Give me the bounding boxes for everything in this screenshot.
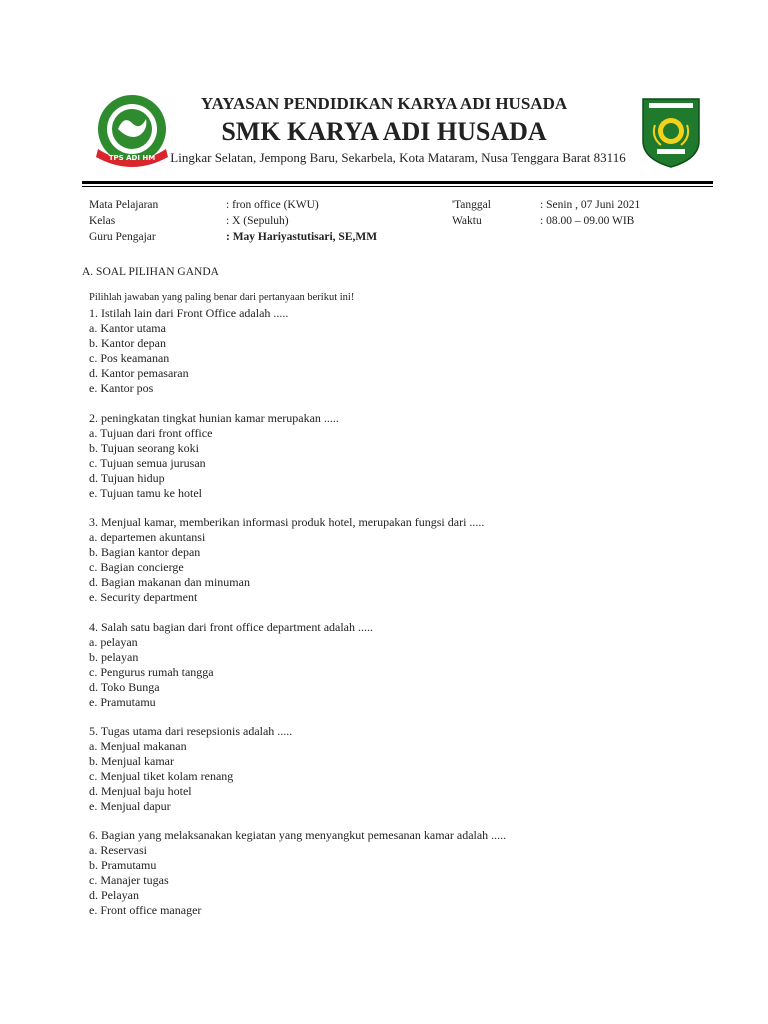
question-4: 4. Salah satu bagian dari front office department adalah ..... [89, 620, 374, 634]
option-4d: d. Toko Bunga [89, 680, 160, 694]
option-2a: a. Tujuan dari front office [89, 426, 213, 440]
option-2c: c. Tujuan semua jurusan [89, 456, 206, 470]
header-divider [82, 181, 713, 184]
option-1c: c. Pos keamanan [89, 351, 170, 365]
school-name: SMK KARYA ADI HUSADA [221, 117, 547, 146]
question-6: 6. Bagian yang melaksanakan kegiatan yang menyangkut pemesanan kamar adalah ..... [89, 828, 507, 842]
option-1a: a. Kantor utama [89, 321, 166, 335]
option-4b: b. pelayan [89, 650, 139, 664]
class-value: : X (Sepuluh) [226, 215, 289, 227]
option-3c: c. Bagian concierge [89, 560, 184, 574]
option-6e: e. Front office manager [89, 903, 202, 917]
question-3: 3. Menjual kamar, memberikan informasi produk hotel, merupakan fungsi dari ..... [89, 515, 485, 529]
option-4c: c. Pengurus rumah tangga [89, 665, 214, 679]
option-3d: d. Bagian makanan dan minuman [89, 575, 250, 589]
option-5a: a. Menjual makanan [89, 739, 187, 753]
left-logo-text: TPS ADI HM [108, 154, 156, 162]
teacher-label: Guru Pengajar [89, 231, 156, 243]
question-1: 1. Istilah lain dari Front Office adalah ..... [89, 306, 289, 320]
class-label: Kelas [89, 215, 116, 227]
date-value: : Senin , 07 Juni 2021 [540, 199, 641, 211]
teacher-value: : May Hariyastutisari, SE,MM [226, 231, 378, 243]
school-address: Lingkar Selatan, Jempong Baru, Sekarbela, Kota Mataram, Nusa Tenggara Barat 83116 [170, 150, 626, 165]
option-6d: d. Pelayan [89, 888, 139, 902]
question-5: 5. Tugas utama dari resepsionis adalah ..... [89, 724, 293, 738]
option-6b: b. Pramutamu [89, 858, 157, 872]
option-1e: e. Kantor pos [89, 381, 154, 395]
option-4a: a. pelayan [89, 635, 138, 649]
option-5e: e. Menjual dapur [89, 799, 171, 813]
time-value: : 08.00 – 09.00 WIB [540, 215, 635, 227]
option-2b: b. Tujuan seorang koki [89, 441, 200, 455]
header-divider-thin [82, 186, 713, 187]
option-5b: b. Menjual kamar [89, 754, 174, 768]
option-5c: c. Menjual tiket kolam renang [89, 769, 234, 783]
option-1b: b. Kantor depan [89, 336, 166, 350]
date-label: 'Tanggal [452, 199, 491, 211]
section-title: A. SOAL PILIHAN GANDA [82, 266, 219, 278]
option-2e: e. Tujuan tamu ke hotel [89, 486, 202, 500]
question-2: 2. peningkatan tingkat hunian kamar merupakan ..... [89, 411, 339, 425]
foundation-name: YAYASAN PENDIDIKAN KARYA ADI HUSADA [200, 94, 568, 113]
instruction: Pilihlah jawaban yang paling benar dari pertanyaan berikut ini! [89, 292, 355, 303]
time-label: Waktu [452, 215, 482, 227]
option-3e: e. Security department [89, 590, 198, 604]
option-5d: d. Menjual baju hotel [89, 784, 192, 798]
option-6a: a. Reservasi [89, 843, 147, 857]
option-6c: c. Manajer tugas [89, 873, 169, 887]
option-1d: d. Kantor pemasaran [89, 366, 189, 380]
option-4e: e. Pramutamu [89, 695, 156, 709]
subject-value: : fron office (KWU) [226, 199, 319, 211]
option-3b: b. Bagian kantor depan [89, 545, 201, 559]
option-3a: a. departemen akuntansi [89, 530, 206, 544]
option-2d: d. Tujuan hidup [89, 471, 165, 485]
subject-label: Mata Pelajaran [89, 199, 159, 211]
